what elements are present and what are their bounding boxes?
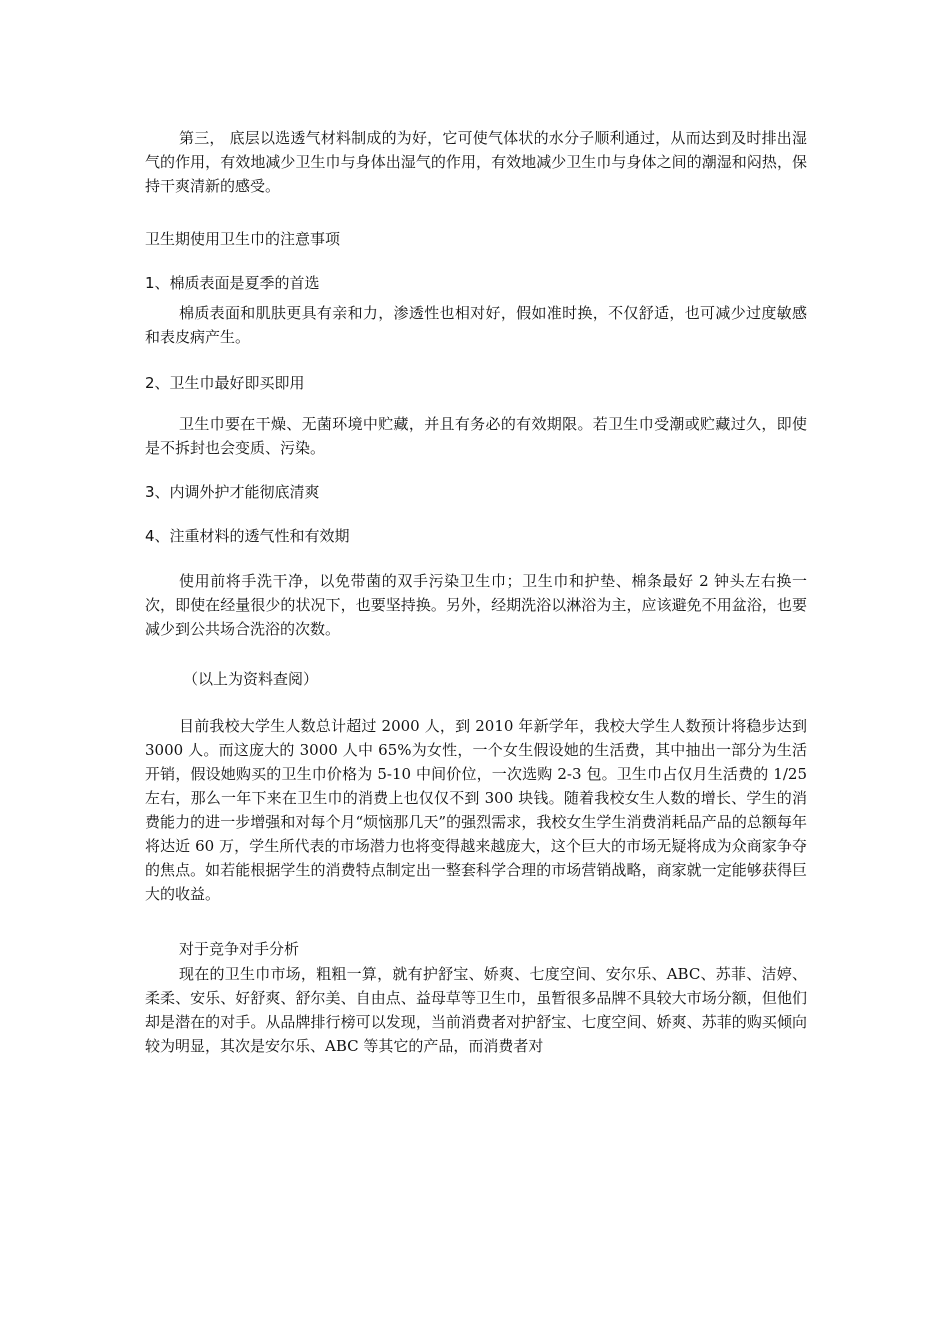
paragraph-breathable-layer: 第三， 底层以选透气材料制成的为好，它可使气体状的水分子顺利通过，从而达到及时排出湿气的作用，有效地减少卫生巾与身体出湿气的作用，有效地减少卫生巾与身体之间的潮湿和闷热，保持干爽清新的感受。 bbox=[145, 129, 807, 195]
item-heading-1: 1、棉质表面是夏季的首选 bbox=[145, 274, 320, 292]
paragraph-cotton-surface: 棉质表面和肌肤更具有亲和力，渗透性也相对好，假如准时换，不仅舒适，也可减少过度敏感和表皮病产生。 bbox=[145, 304, 807, 346]
item-heading-4: 4、注重材料的透气性和有效期 bbox=[145, 527, 350, 545]
section-heading-precautions: 卫生期使用卫生巾的注意事项 bbox=[145, 230, 341, 248]
paragraph-source-note: （以上为资料查阅） bbox=[183, 670, 319, 688]
section-heading-competitors: 对于竞争对手分析 bbox=[179, 940, 300, 958]
paragraph-storage: 卫生巾要在干燥、无菌环境中贮藏，并且有务必的有效期限。若卫生巾受潮或贮藏过久，即使是不拆封也会变质、污染。 bbox=[145, 415, 807, 457]
item-heading-3: 3、内调外护才能彻底清爽 bbox=[145, 483, 320, 501]
paragraph-hygiene-tips: 使用前将手洗干净，以免带菌的双手污染卫生巾；卫生巾和护垫、棉条最好 2 钟头左右换一次，即使在经量很少的状况下，也要坚持换。另外，经期洗浴以淋浴为主，应该避免不用盆浴，也要减少到公共场合洗浴的次数。 bbox=[145, 572, 807, 638]
paragraph-market-size: 目前我校大学生人数总计超过 2000 人，到 2010 年新学年，我校大学生人数预计将稳步达到 3000 人。而这庞大的 3000 人中 65%为女性，一个女生假设她的生活费，其中抽出一部分为生活开销，假设她购买的卫生巾价格为 5-10 中间价位，一次选购 2-3 包。卫生巾占仅月生活费的 1/25 左右，那么一年下来在卫生巾的消费上也仅仅不到 300 块钱。随着我校女生人数的增长、学生的消费能力的进一步增强和对每个月“烦恼那几天”的强烈需求，我校女生学生消费消耗品产品的总额每年将达近 60 万，学生所代表的市场潜力也将变得越来越庞大，这个巨大的市场无疑将成为众商家争夺的焦点。如若能根据学生的消费特点制定出一整套科学合理的市场营销战略，商家就一定能够获得巨大的收益。 bbox=[145, 717, 807, 903]
paragraph-competitor-analysis: 现在的卫生巾市场，粗粗一算，就有护舒宝、娇爽、七度空间、安尔乐、ABC、苏菲、洁婷、柔柔、安乐、好舒爽、舒尔美、自由点、益母草等卫生巾，虽暂很多品牌不具较大市场分额，但他们却是潜在的对手。从品牌排行榜可以发现，当前消费者对护舒宝、七度空间、娇爽、苏菲的购买倾向较为明显，其次是安尔乐、ABC 等其它的产品，而消费者对 bbox=[145, 965, 807, 1055]
item-heading-2: 2、卫生巾最好即买即用 bbox=[145, 374, 305, 392]
